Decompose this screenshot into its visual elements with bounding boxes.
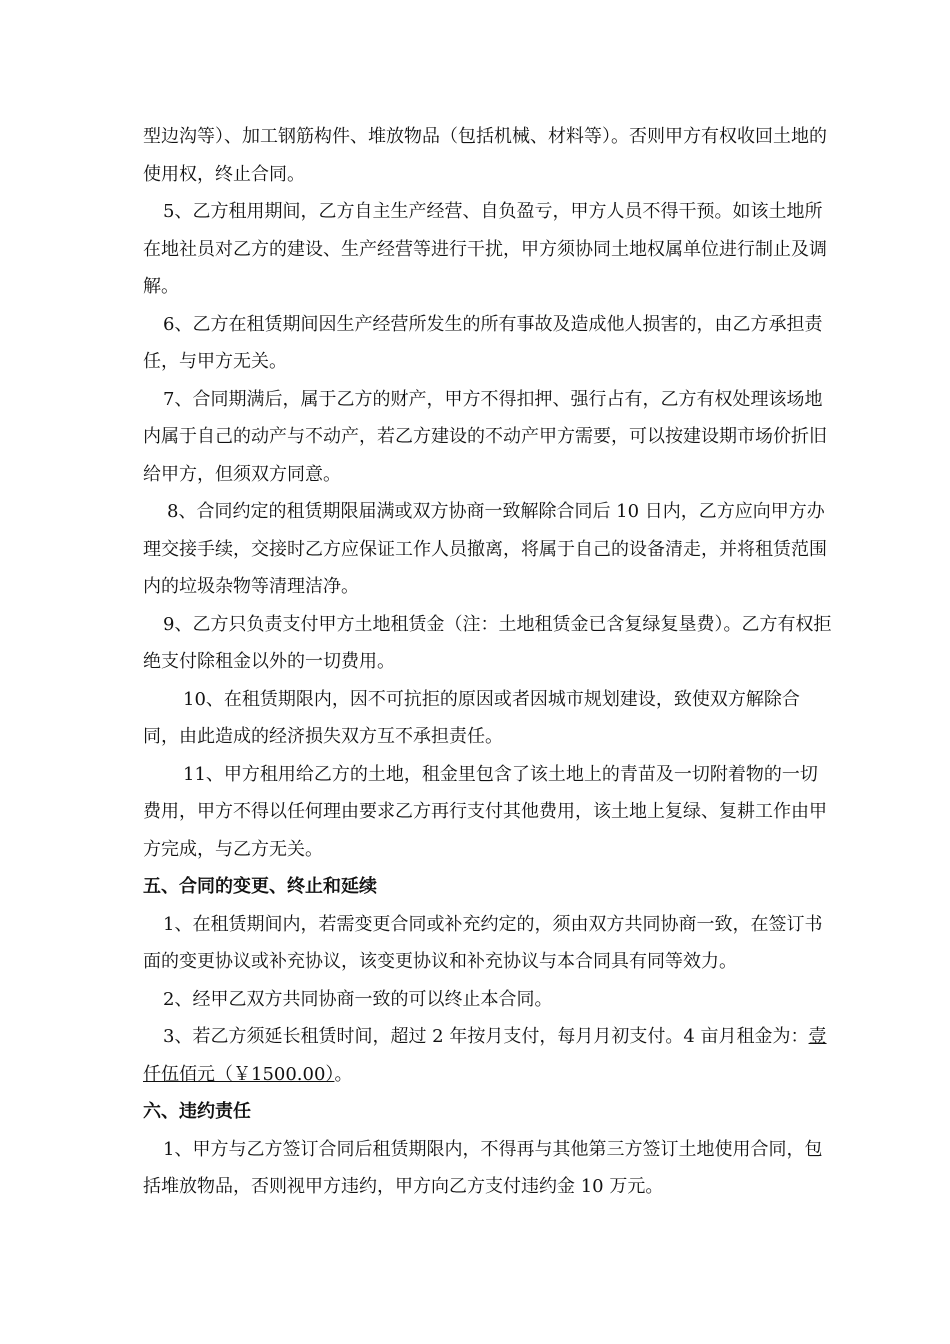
clause-9: 9、乙方只负责支付甲方土地租赁金（注：土地租赁金已含复绿复垦费）。乙方有权拒绝支付除租金以外的一切费用。 [143,613,832,672]
section-6-heading: 六、违约责任 [143,1101,251,1122]
document-page [143,118,833,1206]
section-5-clause-1: 1、在租赁期间内，若需变更合同或补充约定的，须由双方共同协商一致，在签订书面的变更协议或补充协议，该变更协议和补充协议与本合同具有同等效力。 [143,913,823,972]
clause-10: 10、在租赁期限内，因不可抗拒的原因或者因城市规划建设，致使双方解除合同，由此造成的经济损失双方互不承担责任。 [143,688,800,747]
clause-7: 7、合同期满后，属于乙方的财产，甲方不得扣押、强行占有，乙方有权处理该场地内属于自己的动产与不动产，若乙方建设的不动产甲方需要，可以按建设期市场价折旧给甲方，但须双方同意。 [143,388,827,485]
section-6-clause-1: 1、甲方与乙方签订合同后租赁期限内，不得再与其他第三方签订土地使用合同，包括堆放物品，否则视甲方违约，甲方向乙方支付违约金 10 万元。 [143,1138,823,1197]
section-5-clause-3-text: 3、若乙方须延长租赁时间，超过 2 年按月支付，每月月初支付。4 亩月租金为： [163,1026,809,1047]
section-5-clause-3-end: 。 [334,1063,353,1085]
clause-5: 5、乙方租用期间，乙方自主生产经营、自负盈亏，甲方人员不得干预。如该土地所在地社员对乙方的建设、生产经营等进行干扰，甲方须协同土地权属单位进行制止及调解。 [143,201,827,297]
section-5-clause-2: 2、经甲乙双方共同协商一致的可以终止本合同。 [163,988,553,1010]
clause-11: 11、甲方租用给乙方的土地，租金里包含了该土地上的青苗及一切附着物的一切费用，甲方不得以任何理由要求乙方再行支付其他费用，该土地上复绿、复耕工作由甲方完成，与乙方无关。 [143,763,827,860]
section-5-heading: 五、合同的变更、终止和延续 [143,876,377,897]
rent-amount: 壹仟伍佰元（￥1500.00） [143,1026,827,1085]
clause-6: 6、乙方在租赁期间因生产经营所发生的所有事故及造成他人损害的，由乙方承担责任，与甲方无关。 [143,313,823,372]
section-5-clause-3 [143,1018,833,1093]
clause-8: 8、合同约定的租赁期限届满或双方协商一致解除合同后 10 日内，乙方应向甲方办理交接手续，交接时乙方应保证工作人员撤离，将属于自己的设备清走，并将租赁范围内的垃圾杂物等清理洁净。 [143,501,827,597]
clause-4-continuation: 型边沟等）、加工钢筋构件、堆放物品（包括机械、材料等）。否则甲方有权收回土地的使用权，终止合同。 [143,126,827,185]
